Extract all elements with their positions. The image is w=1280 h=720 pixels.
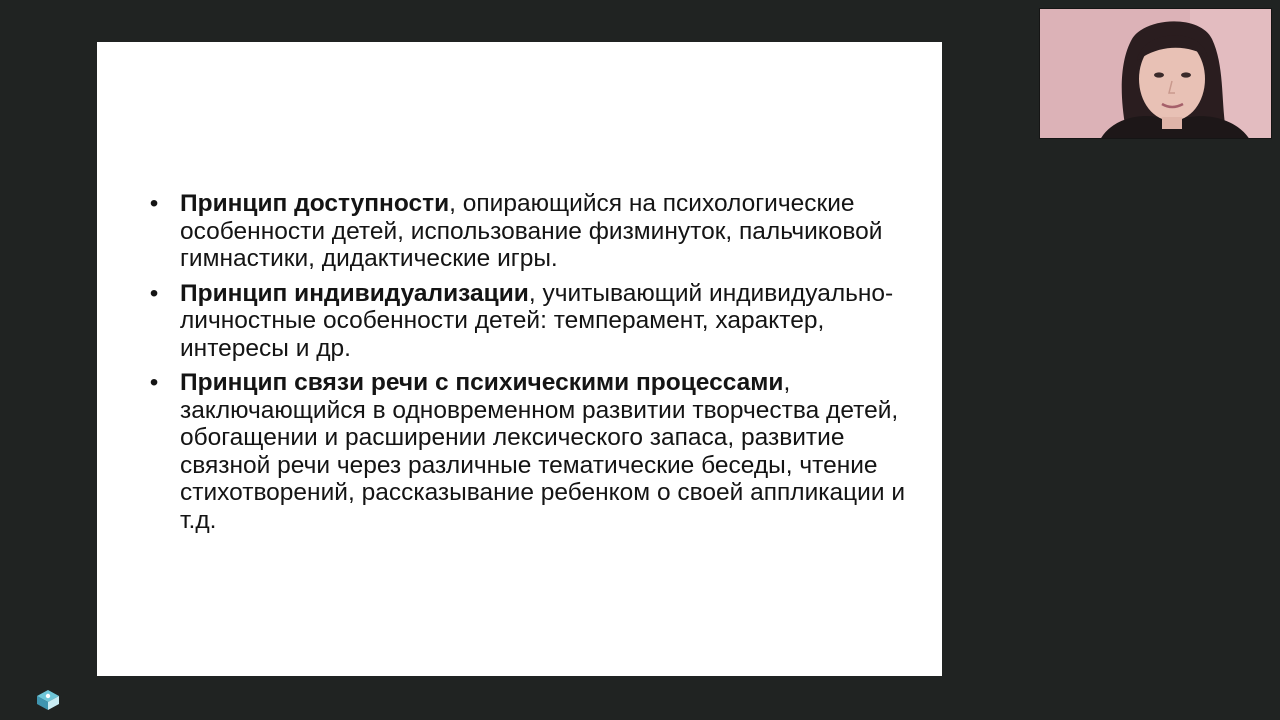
- bullet-item-speech-processes: [147, 369, 917, 534]
- bullet-text: , учитывающий индивидуально-личностные особенности детей: темперамент, характер, интересы и др.: [180, 279, 894, 362]
- bullet-marker: •: [149, 190, 159, 217]
- webcam-video[interactable]: [1039, 8, 1272, 139]
- bullet-text: , опирающийся на психологические особенности детей, использование физминуток, пальчиковой гимнастики, дидактические игры.: [180, 190, 883, 272]
- bullet-item-accessibility: [147, 190, 917, 273]
- video-feed-icon: [1040, 9, 1272, 139]
- bullet-heading: Принцип доступности: [180, 190, 450, 217]
- app-logo-icon[interactable]: [36, 689, 60, 711]
- slide: [97, 42, 942, 676]
- bullet-text: , заключающийся в одновременном развитии творчества детей, обогащении и расширении лексического запаса, развитие связной речи через различные тематические беседы, чтение стихотворений, рассказывание ребенком о своей аппликации и т.д.: [180, 369, 906, 534]
- bullet-heading: Принцип связи речи с психическими процессами: [180, 369, 784, 396]
- bullet-item-individualization: [147, 280, 917, 363]
- bullet-heading: Принцип индивидуализации: [180, 279, 529, 307]
- bullet-marker: •: [149, 369, 159, 396]
- bullet-marker: •: [149, 279, 159, 307]
- bullet-list: [147, 190, 917, 541]
